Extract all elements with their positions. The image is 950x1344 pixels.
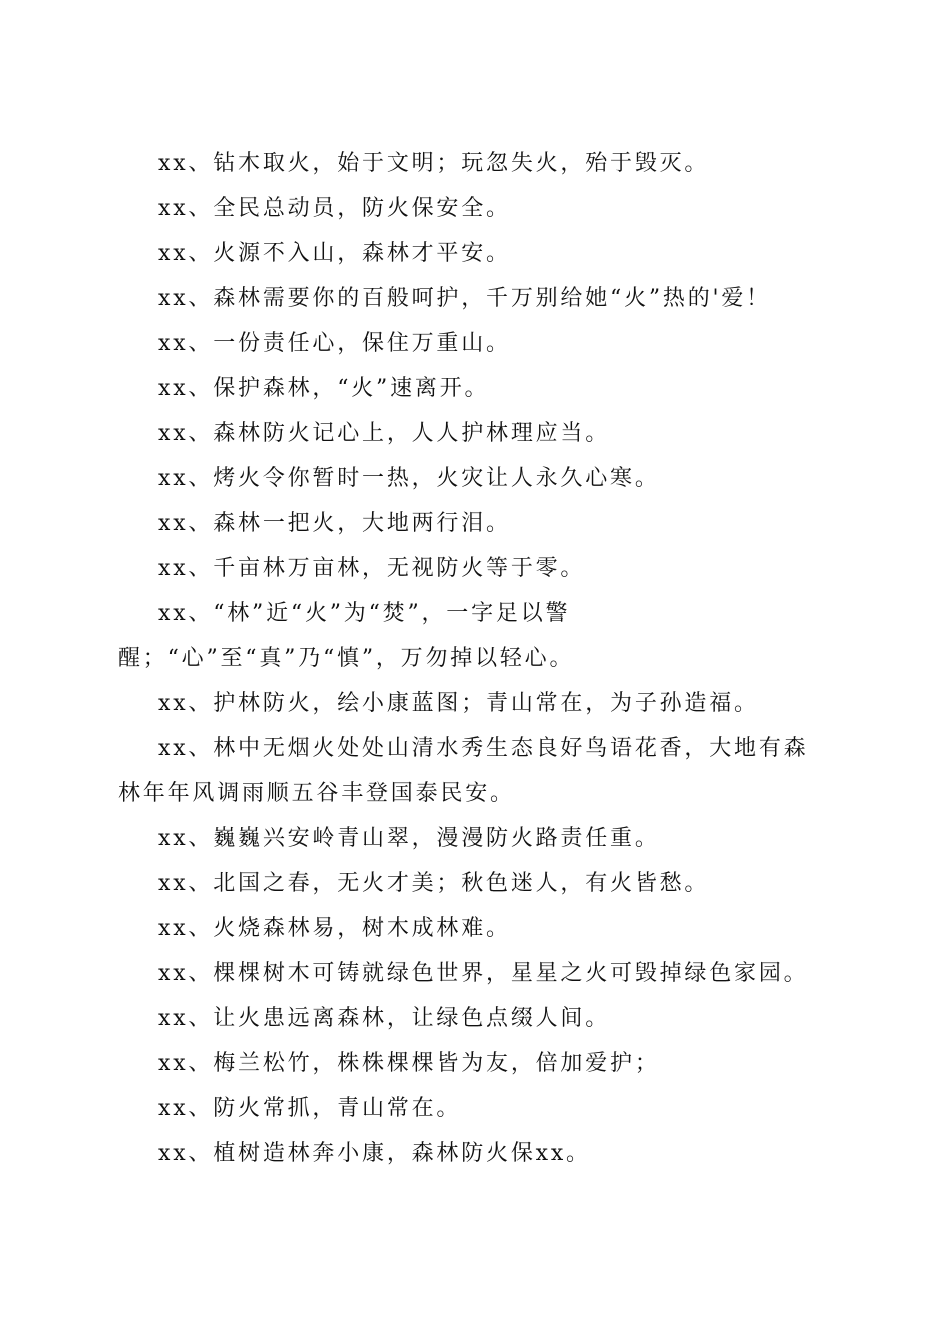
slogan-line: xx、一份责任心，保住万重山。	[158, 331, 511, 356]
slogan-list	[118, 141, 828, 1176]
slogan-line: xx、火烧森林易，树木成林难。	[158, 916, 511, 941]
slogan-line: xx、棵棵树木可铸就绿色世界，星星之火可毁掉绿色家园。	[158, 961, 809, 986]
slogan-line: xx、森林需要你的百般呵护，千万别给她“火”热的'爱！	[158, 286, 771, 311]
slogan-line: xx、火源不入山，森林才平安。	[158, 241, 511, 266]
slogan-line: xx、让火患远离森林，让绿色点缀人间。	[158, 1006, 611, 1031]
slogan-line: xx、梅兰松竹，株株棵棵皆为友，倍加爱护；	[158, 1051, 660, 1076]
slogan-line: xx、植树造林奔小康，森林防火保xx。	[158, 1141, 591, 1166]
slogan-line: xx、千亩林万亩林，无视防火等于零。	[158, 556, 586, 581]
slogan-line: xx、巍巍兴安岭青山翠，漫漫防火路责任重。	[158, 826, 660, 851]
slogan-line: xx、全民总动员，防火保安全。	[158, 196, 511, 221]
slogan-line: xx、钻木取火，始于文明；玩忽失火，殆于毁灭。	[158, 151, 710, 176]
slogan-line: xx、森林一把火，大地两行泪。	[158, 511, 511, 536]
slogan-line: xx、林中无烟火处处山清水秀生态良好鸟语花香，大地有森林年年风调雨顺五谷丰登国泰民安。	[118, 736, 809, 806]
slogan-line: xx、护林防火，绘小康蓝图；青山常在，为子孙造福。	[158, 691, 759, 716]
slogan-line: xx、北国之春，无火才美；秋色迷人，有火皆愁。	[158, 871, 710, 896]
slogan-line: xx、烤火令你暂时一热，火灾让人永久心寒。	[158, 466, 660, 491]
slogan-line: xx、“林”近“火”为“焚”，一字足以警醒；“心”至“真”乃“慎”，万勿掉以轻心。	[118, 601, 575, 671]
slogan-line: xx、防火常抓，青山常在。	[158, 1096, 462, 1121]
slogan-line: xx、森林防火记心上，人人护林理应当。	[158, 421, 611, 446]
slogan-line: xx、保护森林，“火”速离开。	[158, 376, 490, 401]
